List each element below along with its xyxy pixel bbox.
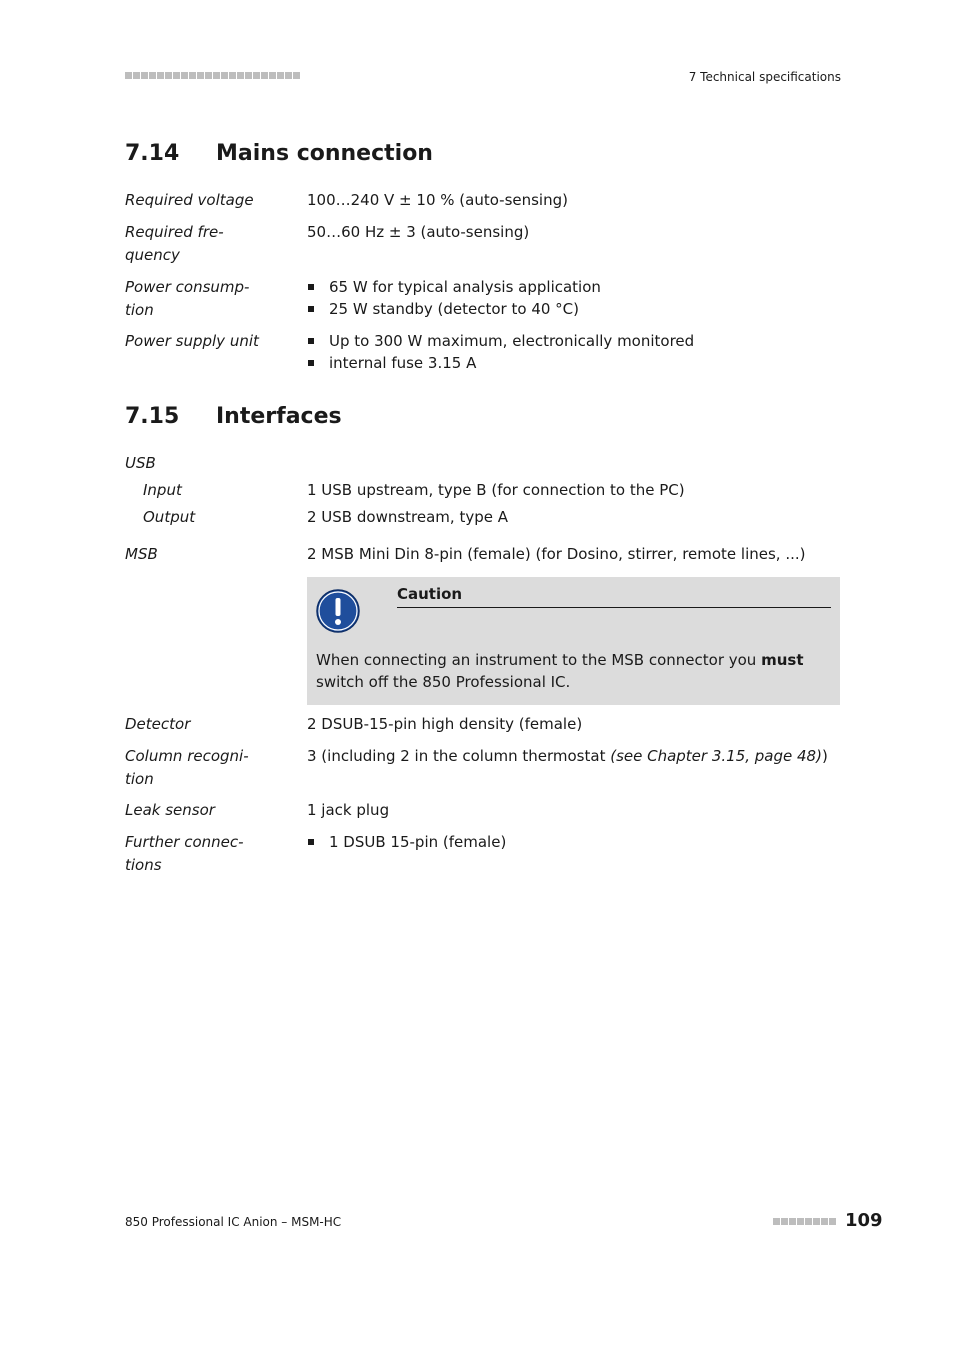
value-power-consumption	[307, 276, 837, 320]
section-title-mains	[125, 141, 433, 166]
label-power-consumption: Power consump- tion	[125, 278, 250, 319]
value-detector: 2 DSUB-15-pin high density (female)	[307, 715, 583, 733]
list-item: Up to 300 W maximum, electronically monitored	[307, 330, 837, 352]
value-column-recognition: 3 (including 2 in the column thermostat (see Chapter 3.15, page 48))	[307, 747, 828, 765]
caution-text: When connecting an instrument to the MSB connector you must switch off the 850 Professional IC.	[316, 651, 804, 691]
value-msb: 2 MSB Mini Din 8-pin (female) (for Dosino, stirrer, remote lines, ...)	[307, 545, 806, 563]
value-usb-output: 2 USB downstream, type A	[307, 508, 508, 526]
value-leak-sensor: 1 jack plug	[307, 801, 390, 819]
value-power-supply-unit	[307, 330, 837, 374]
section-number: 7.14	[125, 141, 180, 166]
running-header: 7 Technical specifications	[688, 70, 841, 84]
value-further-connections	[307, 831, 837, 853]
label-usb: USB	[125, 454, 156, 472]
exclamation-icon	[316, 589, 360, 633]
label-leak-sensor: Leak sensor	[125, 801, 215, 819]
label-power-supply-unit: Power supply unit	[125, 332, 259, 350]
list-item: 65 W for typical analysis application	[307, 276, 837, 298]
section-title-interfaces	[125, 404, 342, 429]
label-required-voltage: Required voltage	[125, 191, 254, 209]
footer-product: 850 Professional IC Anion – MSM-HC	[125, 1215, 342, 1229]
label-usb-output: Output	[143, 508, 196, 526]
label-usb-input: Input	[143, 481, 182, 499]
value-required-frequency: 50…60 Hz ± 3 (auto-sensing)	[307, 223, 530, 241]
label-required-frequency: Required fre- quency	[125, 223, 224, 264]
label-msb: MSB	[125, 545, 158, 563]
section-number: 7.15	[125, 404, 180, 429]
page-number: 109	[845, 1210, 883, 1231]
list-item: 25 W standby (detector to 40 °C)	[307, 298, 837, 320]
label-detector: Detector	[125, 715, 191, 733]
chapter-reference-link[interactable]: (see Chapter 3.15, page 48)	[610, 747, 822, 765]
footer-decoration	[773, 1218, 836, 1225]
label-further-connections: Further connec- tions	[125, 833, 244, 874]
list-item: internal fuse 3.15 A	[307, 352, 837, 374]
section-heading: Interfaces	[216, 404, 342, 429]
caution-box	[307, 577, 840, 705]
caution-divider	[397, 607, 831, 608]
header-decoration	[125, 72, 300, 79]
value-usb-input: 1 USB upstream, type B (for connection to the PC)	[307, 481, 685, 499]
list-item: 1 DSUB 15-pin (female)	[307, 831, 837, 853]
label-column-recognition: Column recogni- tion	[125, 747, 249, 788]
caution-title: Caution	[397, 585, 463, 603]
section-heading: Mains connection	[216, 141, 433, 166]
value-required-voltage: 100…240 V ± 10 % (auto-sensing)	[307, 191, 568, 209]
